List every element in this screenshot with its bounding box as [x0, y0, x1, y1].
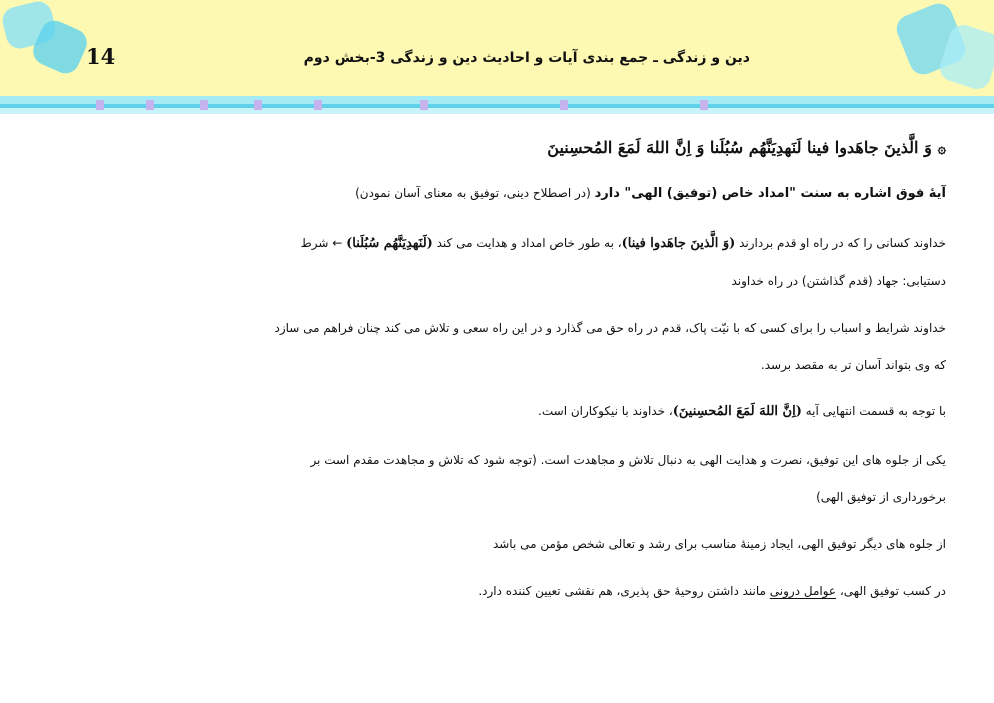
- header-title: دین و زندگی ـ جمع بندی آیات و احادیث دین و زندگی 3-بخش دوم: [303, 50, 750, 66]
- text-segment: ، خداوند با نیکوکاران است.: [538, 404, 673, 418]
- quran-quote: (وَ الَّذینَ جاهَدوا فینا): [621, 236, 736, 251]
- text-segment: ← شرط: [300, 236, 347, 250]
- verse-text: وَ الَّذینَ جاهَدوا فینا لَنَهدِیَنَّهُم سُبُلَنا وَ اِنَّ اللهَ لَمَعَ المُحسِنینَ: [547, 138, 932, 157]
- definition-note: (در اصطلاح دینی، توفیق به معنای آسان نمودن): [355, 186, 595, 200]
- text-segment: در کسب توفیق الهی،: [836, 584, 946, 598]
- stripe-tick: [420, 100, 428, 110]
- paragraph-line-10: [478, 584, 946, 598]
- sunnah-statement: آیۀ فوق اشاره به سنت "امداد خاص (توفیق) الهی" دارد: [594, 186, 946, 201]
- quran-quote: (اِنَّ اللهَ لَمَعَ المُحسِنینَ): [672, 404, 802, 419]
- stripe-tick: [314, 100, 322, 110]
- text-segment: ، به طور خاص امداد و هدایت می کند: [432, 236, 622, 250]
- stripe-tick: [560, 100, 568, 110]
- stripe-tick: [200, 100, 208, 110]
- text-segment: مانند داشتن روحیۀ حق پذیری، هم نقشی تعیین کننده دارد.: [478, 584, 770, 598]
- page-header: [0, 0, 994, 96]
- verse-bullet-icon: ۞: [937, 141, 946, 157]
- paragraph-line-8: برخورداری از توفیق الهی): [816, 490, 946, 504]
- paragraph-line-9: از جلوه های دیگر توفیق الهی، ایجاد زمینۀ مناسب برای رشد و تعالی شخص مؤمن می باشد: [492, 537, 946, 551]
- stripe-tick: [700, 100, 708, 110]
- verse-heading: [547, 138, 946, 157]
- page-number: 14: [86, 44, 116, 69]
- quran-quote: (لَنَهدِیَنَّهُم سُبُلَنا): [346, 236, 433, 251]
- paragraph-line-3: دستیابی: جهاد (قدم گذاشتن) در راه خداوند: [731, 274, 946, 288]
- stripe-tick: [254, 100, 262, 110]
- stripe-tick: [146, 100, 154, 110]
- paragraph-line-6: [538, 404, 946, 419]
- paragraph-line-7: یکی از جلوه های این توفیق، نصرت و هدایت الهی به دنبال تلاش و مجاهدت است. (توجه شود که تلاش و مجاهدت مقدم است بر: [310, 453, 946, 467]
- paragraph-line-1: [355, 186, 946, 201]
- paragraph-line-4: خداوند شرایط و اسباب را برای کسی که با نیّت پاک، قدم در راه حق می گذارد و در این راه سعی و تلاش می کند چنان فراهم می سازد: [274, 321, 946, 335]
- paragraph-line-2: [301, 236, 946, 251]
- stripe-tick: [96, 100, 104, 110]
- underlined-term: عوامل درونی: [769, 584, 837, 598]
- text-segment: خداوند کسانی را که در راه او قدم بردارند: [735, 236, 946, 250]
- paragraph-line-5: که وی بتواند آسان تر به مقصد برسد.: [760, 358, 946, 372]
- text-segment: با توجه به قسمت انتهایی آیه: [801, 404, 946, 418]
